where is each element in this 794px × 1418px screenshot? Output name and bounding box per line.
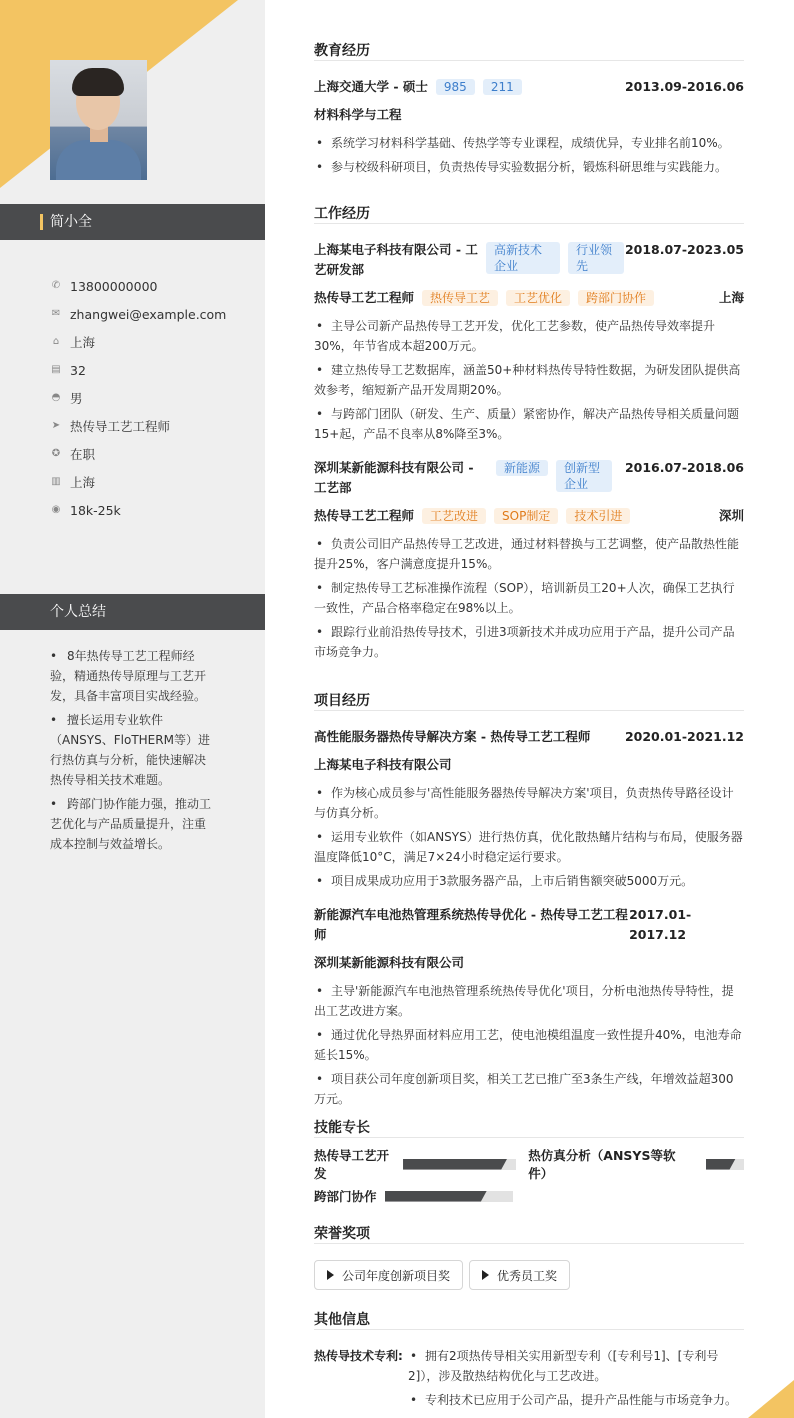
role-tag: 跨部门协作 [578,290,654,306]
bullet-dot: • [410,1349,418,1363]
skill-level-fill [385,1191,487,1202]
job-date: 2018.07-2023.05 [624,242,744,257]
project-entry [314,905,744,1109]
age-icon: ▤ [51,364,61,375]
bullet-dot: • [50,713,58,727]
other-section [314,1309,744,1410]
name-bar [0,204,265,240]
school-name: 上海交通大学 - 硕士 [314,79,428,94]
award-list [314,1260,744,1290]
status-icon: ✪ [51,448,61,459]
sidebar [0,0,265,1418]
mail-icon: ✉ [51,308,61,319]
job-entry [314,240,744,444]
section-title: 荣誉奖项 [314,1223,744,1244]
project-company: 深圳某新能源科技有限公司 [314,955,465,970]
bullet-dot: • [50,649,58,663]
job-head-left [314,458,612,498]
bullet-item [314,360,744,400]
project-head [314,905,744,945]
phone-icon: ✆ [51,280,61,291]
edu-tag: 211 [483,79,522,95]
award-chip [469,1260,570,1290]
bullet-text: 制定热传导工艺标准操作流程（SOP），培训新员工20+人次，确保工艺执行一致性，产品合格率稳定在98%以上。 [314,581,735,615]
patent-block [314,1346,744,1410]
company-tag: 创新型企业 [556,460,612,492]
bullet-dot: • [316,984,324,998]
bullet-dot: • [316,363,324,377]
contact-row [50,328,260,356]
job-bullets [314,316,744,444]
edu-tag: 985 [436,79,475,95]
major: 材料科学与工程 [314,107,402,122]
patent-label: 热传导技术专利: [314,1349,403,1363]
education-section [314,40,744,177]
summary-item [50,794,215,854]
bullet-text: 项目成果成功应用于3款服务器产品，上市后销售额突破5000万元。 [331,874,694,888]
company-name: 深圳某新能源科技有限公司 - 工艺部 [314,460,474,495]
job-entry [314,458,744,662]
job-list [314,240,744,662]
contact-text: 18k-25k [70,502,121,518]
name-accent-mark [40,214,43,230]
role-name: 热传导工艺工程师 [314,508,415,523]
bullet-item [314,157,744,177]
summary-list [50,646,215,858]
summary-text: 擅长运用专业软件（ANSYS、FloTHERM等）进行热仿真与分析，能快速解决热传导相关技术难题。 [50,713,210,787]
section-title: 项目经历 [314,690,744,711]
bullet-text: 拥有2项热传导相关实用新型专利（[专利号1]、[专利号2]），涉及散热结构优化与工艺改进。 [408,1349,719,1383]
contact-row [50,468,260,496]
bullet-text: 负责公司旧产品热传导工艺改进，通过材料替换与工艺调整，使产品散热性能提升25%，客户满意度提升15%。 [314,537,740,571]
summary-item [50,710,215,790]
bullet-text: 系统学习材料科学基础、传热学等专业课程，成绩优异，专业排名前10%。 [331,136,730,150]
bullet-text: 建立热传导工艺数据库，涵盖50+种材料热传导特性数据，为研发团队提供高效参考，缩短新产品开发周期20%。 [314,363,741,397]
profile-name: 简小全 [50,214,92,230]
bullet-text: 项目获公司年度创新项目奖，相关工艺已推广至3条生产线，年增效益超300万元。 [314,1072,734,1106]
contact-text: 上海 [70,335,96,350]
contact-text: 男 [70,391,83,406]
section-title: 技能专长 [314,1117,744,1138]
bullet-item [314,783,744,823]
skills-row [314,1148,744,1181]
contact-row [50,412,260,440]
job-bullets [314,534,744,662]
contact-text: 32 [70,362,86,378]
role-tag: SOP制定 [494,508,558,524]
skills-section [314,1117,744,1206]
section-title: 其他信息 [314,1309,744,1330]
decorative-corner [748,1380,794,1418]
section-title: 教育经历 [314,40,744,61]
contact-row [50,496,260,524]
bullet-dot: • [316,1072,324,1086]
bullet-dot: • [316,319,324,333]
role-tag: 工艺改进 [422,508,486,524]
bullet-text: 与跨部门团队（研发、生产、质量）紧密协作，解决产品热传导相关质量问题15+起，产品不良率从8%降至3%。 [314,407,740,441]
bullet-item [314,1069,744,1109]
building-icon: ▥ [51,476,61,487]
job-date: 2016.07-2018.06 [624,460,744,475]
bullet-item [314,316,744,356]
bullet-text: 运用专业软件（如ANSYS）进行热仿真，优化散热鳍片结构与布局，使服务器温度降低10°C，满足7×24小时稳定运行要求。 [314,830,743,864]
job-city: 上海 [718,290,744,305]
role-name: 热传导工艺工程师 [314,290,415,305]
skill-bar [403,1159,516,1170]
project-date: 2020.01-2021.12 [624,729,744,744]
role-tag: 技术引进 [566,508,630,524]
project-name: 新能源汽车电池热管理系统热传导优化 - 热传导工艺工程师 [314,907,628,942]
bullet-text: 跟踪行业前沿热传导技术，引进3项新技术并成功应用于产品，提升公司产品市场竞争力。 [314,625,735,659]
salary-icon: ◉ [51,504,61,515]
contact-text: 上海 [70,475,96,490]
skill-name: 跨部门协作 [314,1189,377,1204]
role-tag: 热传导工艺 [422,290,498,306]
contact-text: zhangwei@example.com [70,306,227,322]
bullet-item [314,1025,744,1065]
summary-title: 个人总结 [50,604,106,620]
work-section [314,203,744,662]
contact-row [50,300,260,328]
bullet-text: 主导'新能源汽车电池热管理系统热传导优化'项目，分析电池热传导特性，提出工艺改进方案。 [314,984,734,1018]
bullet-dot: • [316,537,324,551]
project-bullets [314,783,744,891]
bullet-item [408,1346,744,1386]
bullet-dot: • [316,160,324,174]
bullet-item [314,404,744,444]
contact-text: 在职 [70,447,96,462]
contact-row [50,356,260,384]
contact-row [50,440,260,468]
summary-text: 跨部门协作能力强，推动工艺优化与产品质量提升，注重成本控制与效益增长。 [50,797,212,851]
play-icon [327,1270,334,1280]
skill-level-fill [403,1159,507,1170]
bullet-dot: • [316,874,324,888]
bullet-dot: • [316,407,324,421]
company-name: 上海某电子科技有限公司 - 工艺研发部 [314,242,478,277]
bullet-dot: • [316,625,324,639]
bullet-item [314,578,744,618]
award-label: 公司年度创新项目奖 [342,1268,451,1283]
project-list [314,727,744,1109]
bullet-text: 专利技术已应用于公司产品，提升产品性能与市场竞争力。 [425,1393,738,1407]
bullet-item [314,981,744,1021]
award-chip [314,1260,463,1290]
project-company: 上海某电子科技有限公司 [314,757,452,772]
bullet-dot: • [410,1393,418,1407]
skill-bar [385,1191,513,1202]
bullet-item [408,1390,744,1410]
bullet-item [314,622,744,662]
patent-bullets [408,1346,744,1410]
bullet-dot: • [316,830,324,844]
contact-text: 热传导工艺工程师 [70,419,171,434]
summary-title-bar [0,594,265,630]
play-icon [482,1270,489,1280]
bullet-item [314,827,744,867]
education-date: 2013.09-2016.06 [624,79,744,94]
skills-row [314,1186,744,1206]
project-head [314,727,744,747]
skill-level-fill [706,1159,736,1170]
avatar [50,60,147,180]
education-head [314,77,744,97]
company-tag: 高新技术企业 [486,242,560,274]
bullet-dot: • [316,1028,324,1042]
bullet-item [314,871,744,891]
role-row [314,506,744,526]
contact-info-list [50,272,260,524]
contact-row [50,384,260,412]
role-row [314,288,744,308]
project-section [314,690,744,1109]
education-bullets [314,133,744,177]
project-name: 高性能服务器热传导解决方案 - 热传导工艺工程师 [314,729,591,744]
role-left [314,288,654,308]
bullet-text: 参与校级科研项目，负责热传导实验数据分析，锻炼科研思维与实践能力。 [331,160,728,174]
job-head [314,240,744,280]
project-bullets [314,981,744,1109]
job-head-left [314,240,624,280]
send-icon: ➤ [51,420,61,431]
job-city: 深圳 [718,508,744,523]
project-date: 2017.01-2017.12 [629,907,692,942]
bullet-dot: • [316,786,324,800]
contact-text: 13800000000 [70,278,158,294]
skill-name: 热仿真分析（ANSYS等软件） [528,1148,676,1181]
bullet-text: 主导公司新产品热传导工艺开发，优化工艺参数，使产品热传导效率提升30%，年节省成本超200万元。 [314,319,716,353]
summary-text: 8年热传导工艺工程师经验，精通热传导原理与工艺开发，具备丰富项目实战经验。 [50,649,207,703]
section-title: 工作经历 [314,203,744,224]
skill-name: 热传导工艺开发 [314,1148,390,1181]
company-tag: 新能源 [496,460,548,476]
bullet-dot: • [50,797,58,811]
bullet-dot: • [316,136,324,150]
bullet-dot: • [316,581,324,595]
company-tag: 行业领先 [568,242,624,274]
summary-item [50,646,215,706]
role-left [314,506,630,526]
awards-section [314,1223,744,1290]
home-icon: ⌂ [52,336,60,347]
skill-bar [706,1159,744,1170]
award-label: 优秀员工奖 [497,1268,558,1283]
gender-icon: ◓ [51,392,61,403]
contact-row [50,272,260,300]
job-head [314,458,744,498]
bullet-text: 通过优化导热界面材料应用工艺，使电池模组温度一致性提升40%，电池寿命延长15%。 [314,1028,742,1062]
bullet-item [314,133,744,153]
bullet-item [314,534,744,574]
project-entry [314,727,744,891]
role-tag: 工艺优化 [506,290,570,306]
bullet-text: 作为核心成员参与'高性能服务器热传导解决方案'项目，负责热传导路径设计与仿真分析。 [314,786,734,820]
